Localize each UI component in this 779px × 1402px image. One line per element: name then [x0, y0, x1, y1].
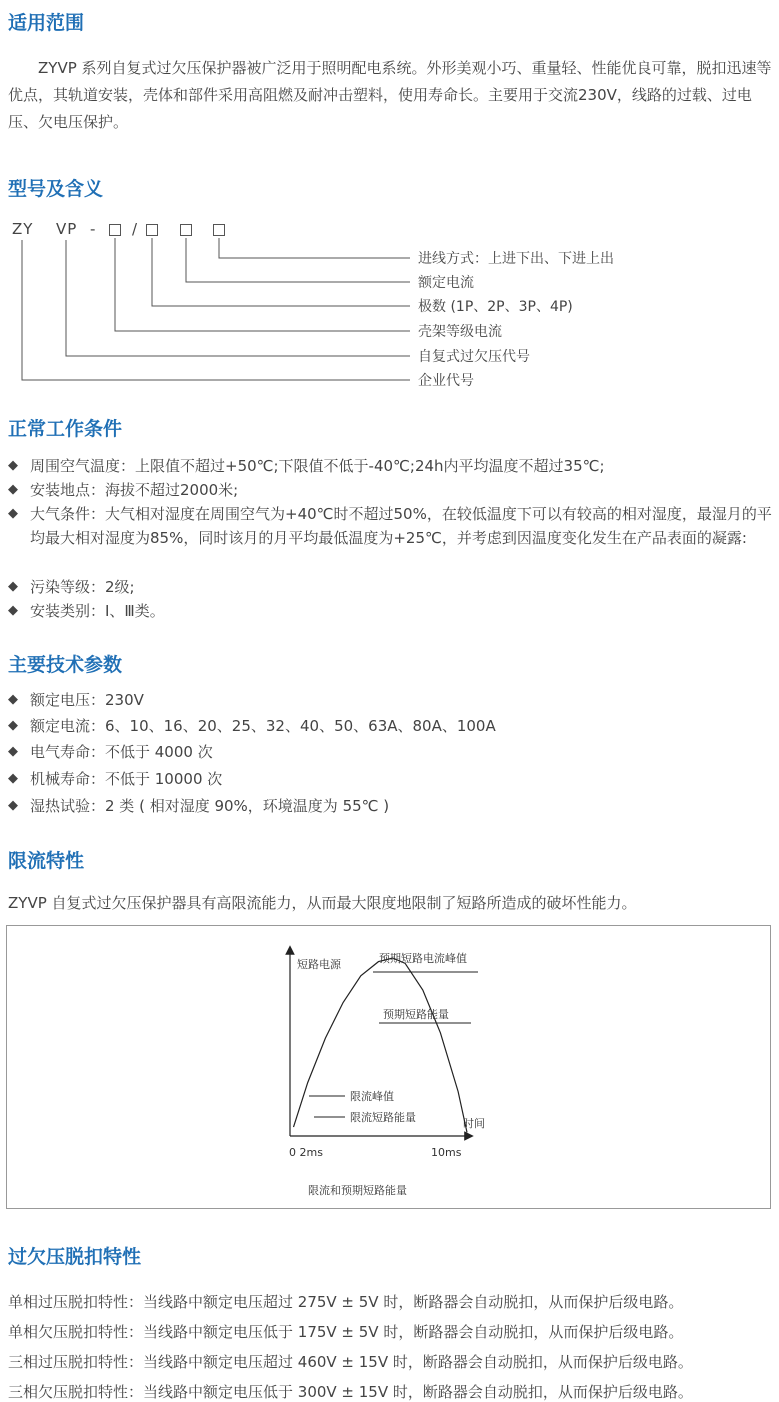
- annotation-limited-energy: 限流短路能量: [350, 1111, 416, 1124]
- condition-text: 安装类别：Ⅰ、Ⅲ类。: [30, 602, 165, 620]
- limiting-heading: 限流特性: [8, 850, 85, 872]
- annotation-limited-peak: 限流峰值: [350, 1090, 394, 1103]
- trip-line-single-over: 单相过压脱扣特性：当线路中额定电压超过 275V ± 5V 时，断路器会自动脱扣，从而保护后级电路。: [8, 1293, 684, 1311]
- scope-paragraph: ZYVP 系列自复式过欠压保护器被广泛用于照明配电系统。外形美观小巧、重量轻、性能优良可靠，脱扣迅速等优点，其轨道安装，壳体和部件采用高阻燃及耐冲击塑料，使用寿命长。主要用于交流230V，线路的过载、过电压、欠电压保护。: [8, 59, 772, 131]
- conditions-heading: 正常工作条件: [8, 418, 123, 440]
- legend-entry-method: 进线方式：上进下出、下进上出: [418, 251, 614, 267]
- spec-item-electrical-life: [8, 740, 774, 764]
- diamond-bullet-icon: ◆: [8, 771, 18, 786]
- specs-heading: 主要技术参数: [8, 654, 123, 676]
- legend-frame-current: 壳架等级电流: [418, 324, 502, 340]
- annotation-prospective-peak: 预期短路电流峰值: [379, 952, 467, 965]
- diamond-bullet-icon: ◆: [8, 718, 18, 733]
- legend-rated-current: 额定电流: [418, 275, 474, 291]
- condition-text: 污染等级：2级;: [30, 578, 135, 596]
- diamond-bullet-icon: ◆: [8, 579, 18, 594]
- model-code-zy: ZY: [12, 220, 34, 238]
- x-tick-label-start: 0 2ms: [289, 1146, 323, 1159]
- diamond-bullet-icon: ◆: [8, 744, 18, 759]
- diamond-bullet-icon: ◆: [8, 482, 18, 497]
- diamond-bullet-icon: ◆: [8, 458, 18, 473]
- short-circuit-curve: [294, 958, 468, 1132]
- spec-text: 机械寿命：不低于 10000 次: [30, 770, 223, 788]
- legend-poles: 极数 (1P、2P、3P、4P): [418, 299, 573, 315]
- spec-text: 湿热试验：2 类 ( 相对湿度 90%，环境温度为 55℃ ): [30, 797, 390, 815]
- condition-item-altitude: [8, 478, 774, 502]
- trip-line-single-under: 单相欠压脱扣特性：当线路中额定电压低于 175V ± 5V 时，断路器会自动脱扣，从而保护后级电路。: [8, 1323, 684, 1341]
- model-heading: 型号及含义: [8, 178, 104, 200]
- condition-text: 安装地点：海拔不超过2000米;: [30, 481, 239, 499]
- scope-heading: 适用范围: [8, 12, 85, 34]
- diamond-bullet-icon: ◆: [8, 692, 18, 707]
- annotation-prospective-energy: 预期短路能量: [383, 1008, 449, 1021]
- legend-auto-reset-code: 自复式过欠压代号: [418, 349, 530, 365]
- spec-text: 额定电压：230V: [30, 691, 144, 709]
- spec-text: 额定电流：6、10、16、20、25、32、40、50、63A、80A、100A: [30, 717, 496, 735]
- diamond-bullet-icon: ◆: [8, 506, 18, 521]
- legend-company-code: 企业代号: [418, 373, 474, 389]
- spec-text: 电气寿命：不低于 4000 次: [30, 743, 213, 761]
- limiting-chart: [7, 926, 770, 1208]
- model-code-slash: /: [132, 220, 139, 238]
- trip-heading: 过欠压脱扣特性: [8, 1246, 142, 1268]
- chart-caption: 限流和预期短路能量: [308, 1184, 407, 1197]
- condition-text: 周围空气温度：上限值不超过+50℃;下限值不低于-40℃;24h内平均温度不超过35℃;: [30, 457, 605, 475]
- condition-item-install-category: [8, 599, 774, 623]
- model-connector-lines: [0, 0, 779, 400]
- spec-item-mechanical-life: [8, 767, 774, 791]
- trip-line-three-over: 三相过压脱扣特性：当线路中额定电压超过 460V ± 15V 时，断路器会自动脱扣，从而保护后级电路。: [8, 1353, 693, 1371]
- limiting-chart-frame: [6, 925, 771, 1209]
- x-tick-label-end: 10ms: [431, 1146, 462, 1159]
- trip-line-three-under: 三相欠压脱扣特性：当线路中额定电压低于 300V ± 15V 时，断路器会自动脱扣，从而保护后级电路。: [8, 1383, 693, 1401]
- diamond-bullet-icon: ◆: [8, 798, 18, 813]
- condition-item-atmosphere: [8, 502, 774, 550]
- condition-item-pollution: [8, 575, 774, 599]
- spec-item-rated-current: [8, 714, 774, 738]
- limiting-intro: ZYVP 自复式过欠压保护器具有高限流能力，从而最大限度地限制了短路所造成的破坏性能力。: [8, 894, 637, 912]
- diamond-bullet-icon: ◆: [8, 603, 18, 618]
- spec-item-damp-heat: [8, 794, 774, 818]
- condition-text: 大气条件：大气相对湿度在周围空气为+40℃时不超过50%，在较低温度下可以有较高的相对湿度，最湿月的平均最大相对湿度为85%，同时该月的月平均最低温度为+25℃，并考虑到因温度变化发生在产品表面的凝露:: [30, 505, 772, 547]
- x-axis-label: 时间: [463, 1117, 485, 1130]
- model-code-dash: -: [90, 220, 97, 238]
- model-code-vp: VP: [56, 220, 78, 238]
- condition-item-temperature: [8, 454, 774, 478]
- y-axis-label: 短路电源: [297, 958, 341, 971]
- spec-item-rated-voltage: [8, 688, 774, 712]
